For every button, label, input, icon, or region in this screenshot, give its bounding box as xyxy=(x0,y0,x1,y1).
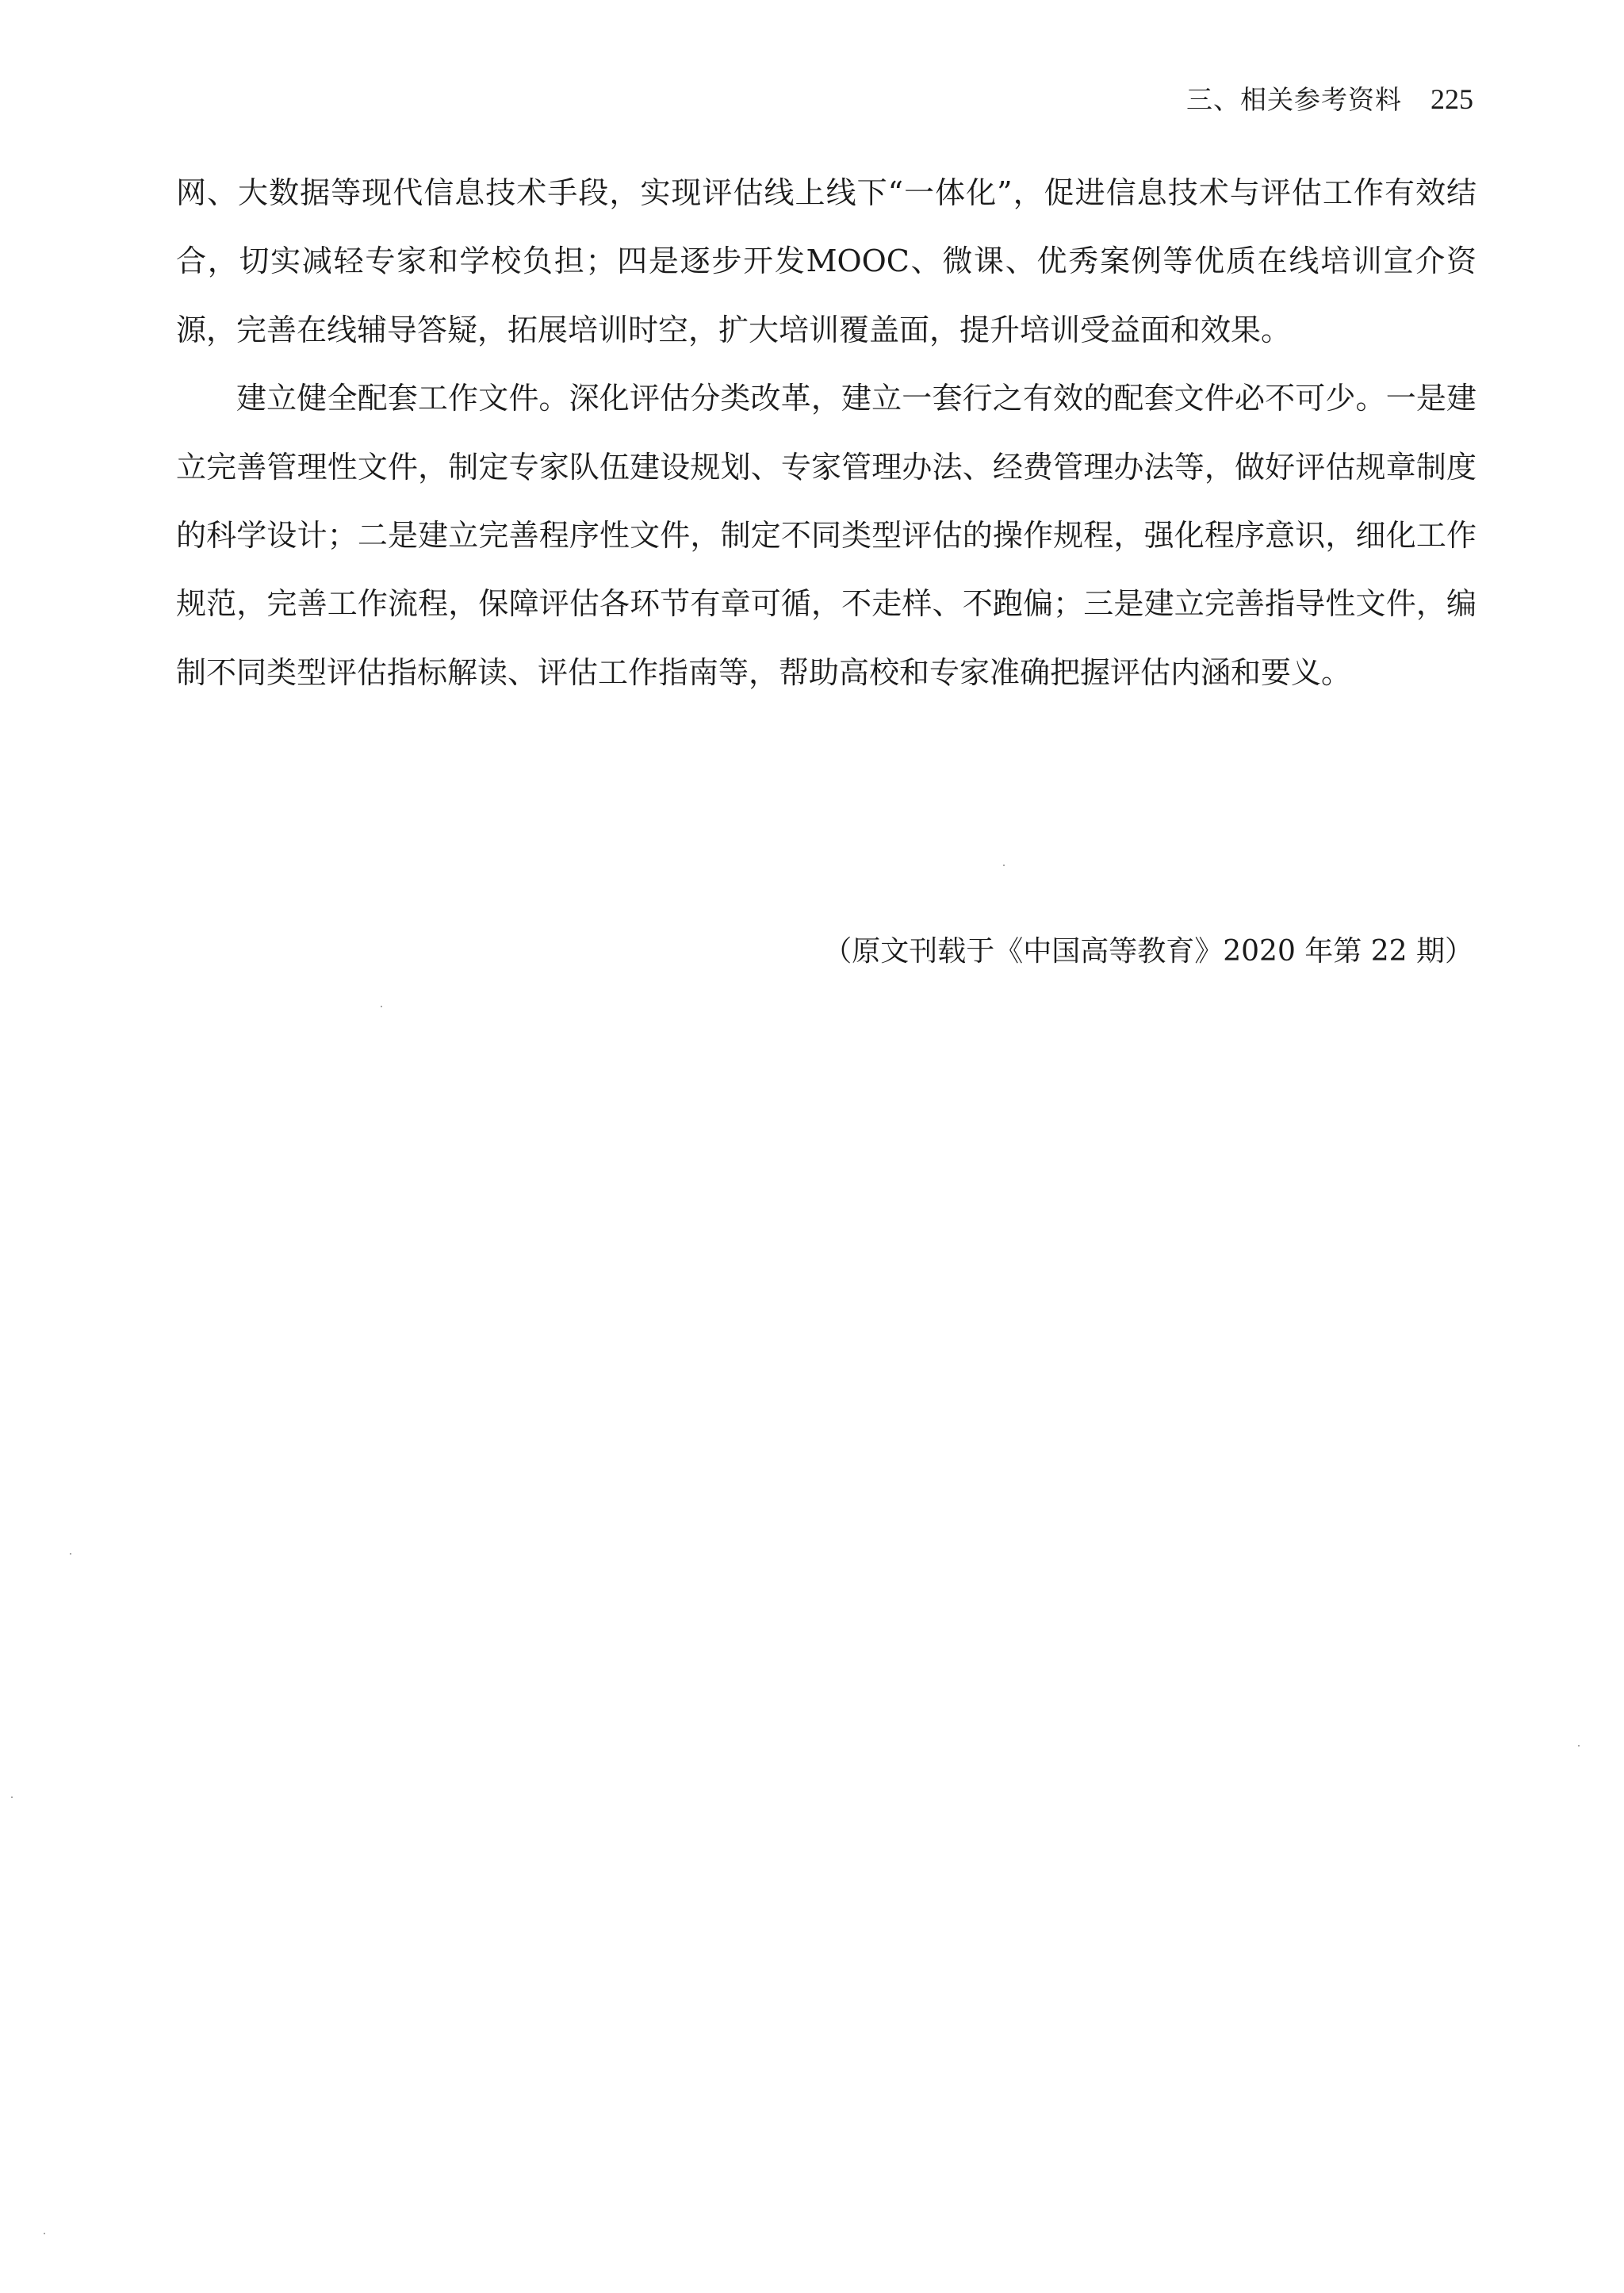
scan-speck xyxy=(1003,865,1005,866)
paragraph-continued: 网、大数据等现代信息技术手段，实现评估线上线下“一体化”，促进信息技术与评估工作有效结合，切实减轻专家和学校负担；四是逐步开发MOOC、微课、优秀案例等优质在线培训宣介资源，完善在线辅导答疑，拓展培训时空，扩大培训覆盖面，提升培训受益面和效果。 xyxy=(176,175,1477,347)
section-title: 三、相关参考资料 xyxy=(1186,84,1402,115)
source-citation: （原文刊载于《中国高等教育》2020 年第 22 期） xyxy=(823,935,1473,968)
paragraph-supporting-documents: 建立健全配套工作文件。深化评估分类改革，建立一套行之有效的配套文件必不可少。一是建立完善管理性文件，制定专家队伍建设规划、专家管理办法、经费管理办法等，做好评估规章制度的科学设计；二是建立完善程序性文件，制定不同类型评估的操作规程，强化程序意识，细化工作规范，完善工作流程，保障评估各环节有章可循，不走样、不跑偏；三是建立完善指导性文件，编制不同类型评估指标解读、评估工作指南等，帮助高校和专家准确把握评估内涵和要义。 xyxy=(176,381,1477,690)
running-header xyxy=(1186,79,1473,120)
scan-speck xyxy=(44,2233,45,2234)
scan-speck xyxy=(1578,1745,1580,1747)
scan-speck xyxy=(381,1006,382,1007)
page-number: 225 xyxy=(1431,83,1473,115)
scan-speck xyxy=(11,1796,13,1798)
scan-speck xyxy=(70,1553,71,1555)
body-text xyxy=(176,159,1477,707)
